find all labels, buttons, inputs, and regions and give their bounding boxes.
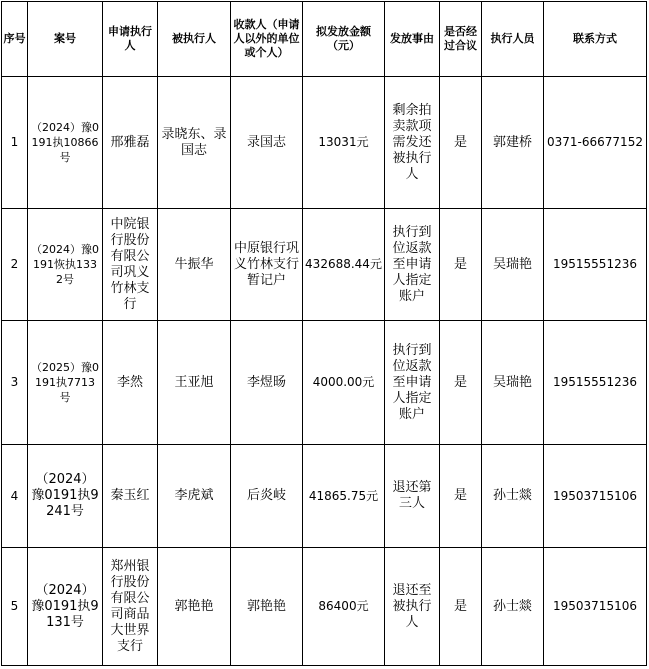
cell-case-no: （2024）豫0191恢执1332号 <box>28 209 103 321</box>
cell-officer: 吴瑞艳 <box>482 209 544 321</box>
cell-reason: 退还第三人 <box>385 445 440 548</box>
cell-applicant: 秦玉红 <box>103 445 158 548</box>
cell-case-no: （2024）豫0191执9131号 <box>28 548 103 666</box>
cell-agreed: 是 <box>440 321 482 445</box>
cell-case-no: （2025）豫0191执7713号 <box>28 321 103 445</box>
table-row <box>2 548 647 666</box>
header-applicant: 申请执行人 <box>103 2 158 77</box>
cell-payee: 录国志 <box>231 77 303 209</box>
cell-agreed: 是 <box>440 77 482 209</box>
header-row <box>2 2 647 77</box>
cell-payee: 李煜旸 <box>231 321 303 445</box>
table-row <box>2 321 647 445</box>
cell-seq: 3 <box>2 321 28 445</box>
cell-reason: 退还至被执行人 <box>385 548 440 666</box>
cell-seq: 5 <box>2 548 28 666</box>
cell-agreed: 是 <box>440 209 482 321</box>
cell-payee: 郭艳艳 <box>231 548 303 666</box>
cell-amount: 41865.75元 <box>303 445 385 548</box>
cell-applicant: 邢雅磊 <box>103 77 158 209</box>
cell-respondent: 郭艳艳 <box>158 548 231 666</box>
table-row <box>2 77 647 209</box>
cell-officer: 郭建桥 <box>482 77 544 209</box>
cell-reason: 剩余拍卖款项需发还被执行人 <box>385 77 440 209</box>
cell-payee: 后炎岐 <box>231 445 303 548</box>
cell-agreed: 是 <box>440 445 482 548</box>
cell-applicant: 郑州银行股份有限公司商品大世界支行 <box>103 548 158 666</box>
table-row <box>2 445 647 548</box>
cell-amount: 86400元 <box>303 548 385 666</box>
cell-respondent: 王亚旭 <box>158 321 231 445</box>
cell-applicant: 李然 <box>103 321 158 445</box>
cell-contact: 0371-66677152 <box>544 77 647 209</box>
cell-officer: 吴瑞艳 <box>482 321 544 445</box>
cell-contact: 19515551236 <box>544 209 647 321</box>
header-contact: 联系方式 <box>544 2 647 77</box>
cell-respondent: 李虎斌 <box>158 445 231 548</box>
cell-officer: 孙士燚 <box>482 445 544 548</box>
cell-contact: 19503715106 <box>544 445 647 548</box>
cell-seq: 1 <box>2 77 28 209</box>
header-amount: 拟发放金额（元） <box>303 2 385 77</box>
cell-contact: 19503715106 <box>544 548 647 666</box>
header-seq: 序号 <box>2 2 28 77</box>
cell-agreed: 是 <box>440 548 482 666</box>
cell-payee: 中原银行巩义竹林支行暂记户 <box>231 209 303 321</box>
cell-seq: 4 <box>2 445 28 548</box>
cell-reason: 执行到位返款至申请人指定账户 <box>385 321 440 445</box>
table-row <box>2 209 647 321</box>
cell-case-no: （2024）豫0191执9241号 <box>28 445 103 548</box>
cell-reason: 执行到位返款至申请人指定账户 <box>385 209 440 321</box>
cell-amount: 4000.00元 <box>303 321 385 445</box>
cell-contact: 19515551236 <box>544 321 647 445</box>
header-reason: 发放事由 <box>385 2 440 77</box>
cell-officer: 孙士燚 <box>482 548 544 666</box>
cell-seq: 2 <box>2 209 28 321</box>
cell-amount: 13031元 <box>303 77 385 209</box>
cell-case-no: （2024）豫0191执10866号 <box>28 77 103 209</box>
cell-respondent: 录晓东、录国志 <box>158 77 231 209</box>
header-payee: 收款人（申请人以外的单位或个人） <box>231 2 303 77</box>
cell-applicant: 中院银行股份有限公司巩义竹林支行 <box>103 209 158 321</box>
cell-amount: 432688.44元 <box>303 209 385 321</box>
header-agreed: 是否经过合议 <box>440 2 482 77</box>
disbursement-table <box>1 1 647 666</box>
header-case-no: 案号 <box>28 2 103 77</box>
cell-respondent: 牛振华 <box>158 209 231 321</box>
header-officer: 执行人员 <box>482 2 544 77</box>
header-respondent: 被执行人 <box>158 2 231 77</box>
